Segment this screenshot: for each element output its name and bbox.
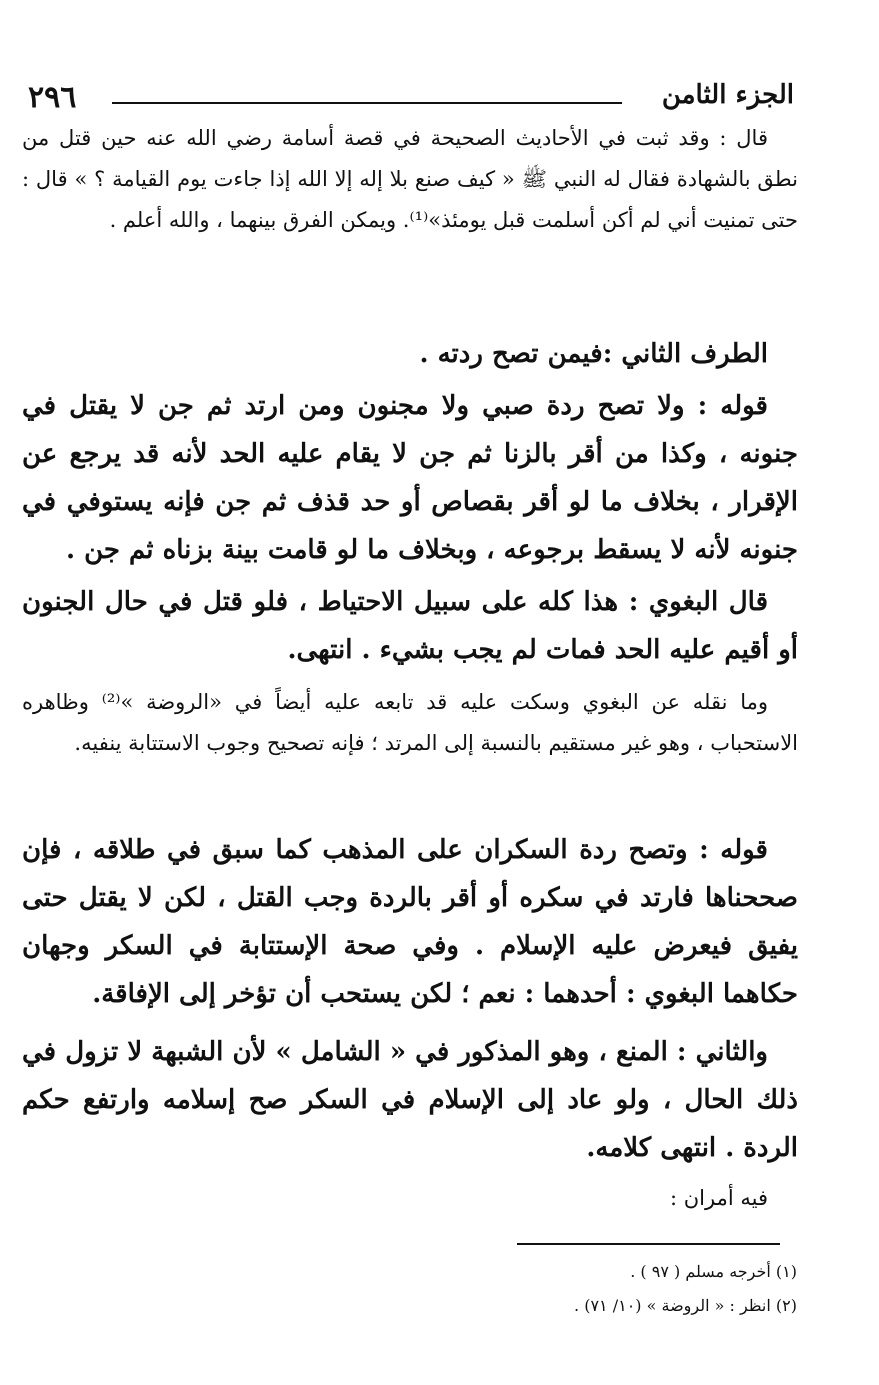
footnote-rule: [517, 1243, 780, 1245]
paragraph-drunkard-apostasy: قوله : وتصح ردة السكران على المذهب كما سبق في طلاقه ، فإن صححناها فارتد في سكره أو أقر بالردة وجب القتل ، لكن لا يقتل حتى يفيق فيعرض عليه الإسلام . وفي صحة الإستتابة في السكر وجهان حكاهما البغوي : أحدهما : نعم ؛ لكن يستحب أن تؤخر إلى الإفاقة.: [22, 835, 798, 1009]
paragraph-two-matters: فيه أمران :: [670, 1186, 768, 1210]
paragraph-usama-hadith: قال : وقد ثبت في الأحاديث الصحيحة في قصة أسامة رضي الله عنه حين قتل من نطق بالشهادة فقال له النبي ﷺ « كيف صنع بلا إله إلا الله إذا جاءت يوم القيامة ؟ » قال : حتى تمنيت أني لم أكن أسلمت قبل يومئذ»⁽¹⁾. ويمكن الفرق بينهما ، والله أعلم .: [22, 126, 798, 232]
paragraph-apostasy-validity: قوله : ولا تصح ردة صبي ولا مجنون ومن ارتد ثم جن لا يقتل في جنونه ، وكذا من أقر بالزنا ثم جن لا يقام عليه الحد لأنه قد يرجع عن الإقرار ، بخلاف ما لو أقر بقصاص أو حد قذف ثم جن فإنه يستوفي في جنونه لأنه لا يسقط برجوعه ، وبخلاف ما لو قامت بينة بزناه ثم جن .: [22, 391, 798, 565]
running-title: الجزء الثامن: [661, 80, 794, 110]
page-number: ٢٩٦: [28, 80, 77, 115]
section-heading: الطرف الثاني :فيمن تصح ردته .: [419, 339, 768, 369]
footnote-2: (٢) انظر : « الروضة » (١٠/ ٧١) .: [574, 1296, 797, 1315]
header-rule: [112, 102, 622, 104]
paragraph-baghawi-quote: قال البغوي : هذا كله على سبيل الاحتياط ، فلو قتل في حال الجنون أو أقيم عليه الحد فمات لم يجب بشيء . انتهى.: [22, 587, 798, 665]
paragraph-second-view: والثاني : المنع ، وهو المذكور في « الشامل » لأن الشبهة لا تزول في ذلك الحال ، ولو عاد إلى الإسلام في السكر صح إسلامه وارتفع حكم الردة . انتهى كلامه.: [22, 1037, 798, 1163]
footnote-1: (١) أخرجه مسلم ( ٩٧ ) .: [630, 1262, 797, 1281]
paragraph-rawda-note: وما نقله عن البغوي وسكت عليه قد تابعه عليه أيضاً في «الروضة »⁽²⁾ وظاهره الاستحباب ، وهو غير مستقيم بالنسبة إلى المرتد ؛ فإنه تصحيح وجوب الاستتابة ينفيه.: [22, 690, 798, 755]
